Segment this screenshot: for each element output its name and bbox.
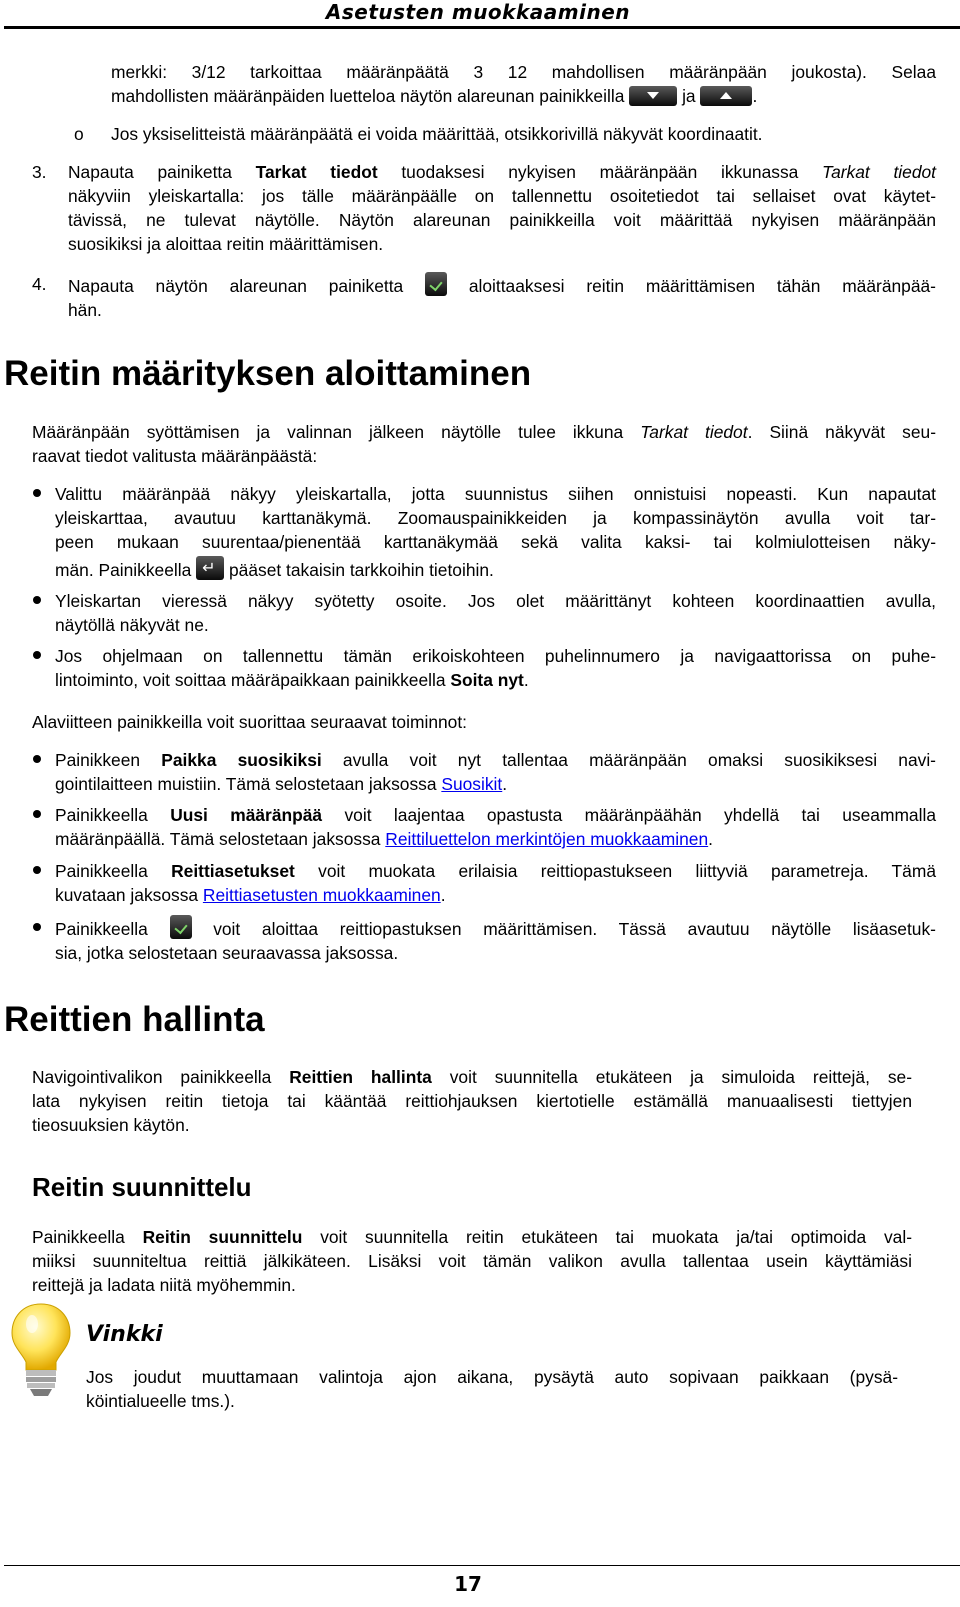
step-4-line-2: hän. xyxy=(68,300,102,320)
start-navigation-button-icon xyxy=(425,272,447,296)
bullet-2-line-1: Yleiskartan vieressä näkyy syötetty osoite. Jos olet määrittänyt kohteen koordinaattien avulla, xyxy=(55,591,936,611)
heading-reitin-suunnittelu: Reitin suunnittelu xyxy=(32,1172,252,1202)
option-1-text xyxy=(55,748,936,796)
bullet-1-line-3: peen mukaan suurentaa/pienentää karttanäkymää sekä valita kaksi- tai kolmiulotteisen näky- xyxy=(55,532,936,552)
section-2-line-1: Navigointivalikon painikkeella Reittien hallinta voit suunnitella etukäteen ja simuloida reittejä, se- xyxy=(32,1067,913,1087)
section-3-line-1: Painikkeella Reitin suunnittelu voit suunnitella reitin etukäteen tai muokata ja/tai optimoida val- xyxy=(32,1227,912,1247)
alaviite-intro: Alaviitteen painikkeilla voit suorittaa seuraavat toiminnot: xyxy=(32,712,467,732)
option-3-text xyxy=(55,859,936,907)
step-4-text xyxy=(68,272,936,322)
sub-bullet-text: Jos yksiselitteistä määränpäätä ei voida määrittää, otsikkorivillä näkyvät koordinaatit. xyxy=(111,124,763,144)
header-rule xyxy=(4,26,960,29)
top-line-2-period: . xyxy=(752,86,758,106)
section-1-intro-line-2: raavat tiedot valitusta määränpäästä: xyxy=(32,446,318,466)
bullet-dot xyxy=(33,755,41,763)
link-reittiluettelon-merkintojen-muokkaaminen[interactable]: Reittiluettelon merkintöjen muokkaaminen xyxy=(385,829,709,849)
bullet-1-line-2: yleiskarttaa, avautuu karttanäkymä. Zoomauspainikkeiden ja kompassinäytön avulla voit tar- xyxy=(55,508,936,528)
arrow-down-button-icon xyxy=(629,86,677,106)
bullet-3-line-2: lintoiminto, voit soittaa määräpaikkaan painikkeella Soita nyt. xyxy=(55,670,529,690)
bullet-dot xyxy=(33,489,41,497)
option-2-line-1: Painikkeella Uusi määränpää voit laajentaa opastusta määränpäähän yhdellä tai useammalla xyxy=(55,805,937,825)
arrow-up-button-icon xyxy=(700,86,752,106)
bullet-dot xyxy=(33,866,41,874)
step-3-number: 3. xyxy=(32,162,47,182)
bullet-dot xyxy=(33,651,41,659)
option-4-line-1: Painikkeella voit aloittaa reittiopastuksen määrittämisen. Tässä avautuu näytölle lisäasetuk- xyxy=(55,915,936,941)
bullet-1-line-1: Valittu määränpää näkyy yleiskartalla, jotta suunnistus siihen onnistuisi nopeasti. Kun napautat xyxy=(55,484,936,504)
option-4-text xyxy=(55,915,936,965)
step-4-number: 4. xyxy=(32,274,47,294)
sub-bullet-marker: o xyxy=(74,124,84,144)
footer-rule xyxy=(4,1565,960,1566)
back-button-icon xyxy=(196,556,224,580)
bullet-dot xyxy=(33,810,41,818)
heading-reittien-hallinta: Reittien hallinta xyxy=(4,1000,265,1039)
step-3-text xyxy=(68,160,936,256)
option-3-line-1: Painikkeella Reittiasetukset voit muokata erilaisia reittiopastukseen liittyviä parametreja. Tämä xyxy=(55,861,937,881)
step-4-line-1: Napauta näytön alareunan painiketta aloittaaksesi reitin määrittämisen tähän määränpää- xyxy=(68,272,936,298)
option-2-line-2: määränpäällä. Tämä selostetaan jaksossa Reittiluettelon merkintöjen muokkaaminen. xyxy=(55,829,713,849)
bullet-1-line-4: män. Painikkeella ↵ pääset takaisin tarkkoihin tietoihin. xyxy=(55,556,936,582)
option-3-line-2: kuvataan jaksossa Reittiasetusten muokkaaminen. xyxy=(55,885,446,905)
header-title: Asetusten muokkaaminen xyxy=(325,0,630,24)
bullet-1-text xyxy=(55,482,936,582)
section-3-text xyxy=(32,1225,912,1297)
bullet-3-text xyxy=(55,644,936,692)
bullet-2-line-2: näytöllä näkyvät ne. xyxy=(55,615,209,635)
link-suosikit[interactable]: Suosikit xyxy=(441,774,503,794)
bullet-3-line-1: Jos ohjelmaan on tallennettu tämän erikoiskohteen puhelinnumero ja navigaattorissa on puhe- xyxy=(55,646,936,666)
step-3-line-3: tävissä, ne tulevat näytölle. Näytön alareunan painikkeilla voit määrittää nykyisen määränpään xyxy=(68,210,936,230)
option-4-line-2: sia, jotka selostetaan seuraavassa jaksossa. xyxy=(55,943,399,963)
section-2-line-3: tieosuuksien käytön. xyxy=(32,1115,190,1135)
page-number: 17 xyxy=(454,1572,482,1596)
tip-line-2: köintialueelle tms.). xyxy=(86,1391,235,1411)
section-1-intro-line-1: Määränpään syöttämisen ja valinnan jälkeen näytölle tulee ikkuna Tarkat tiedot. Siinä näkyvät seu- xyxy=(32,422,937,442)
bullet-dot xyxy=(33,596,41,604)
top-line-2-and: ja xyxy=(682,86,696,106)
top-line-2 xyxy=(111,84,936,108)
option-1-line-2: gointilaitteen muistiin. Tämä selostetaan jaksossa Suosikit. xyxy=(55,774,508,794)
tip-line-1: Jos joudut muuttamaan valintoja ajon aikana, pysäytä auto sopivaan paikkaan (pysä- xyxy=(86,1367,898,1387)
option-2-text xyxy=(55,803,936,851)
section-1-intro xyxy=(32,420,936,468)
section-3-line-3: reittejä ja ladata niitä myöhemmin. xyxy=(32,1275,296,1295)
bullet-2-text xyxy=(55,589,936,637)
top-line-2-text: mahdollisten määränpäiden luetteloa näytön alareunan painikkeilla xyxy=(111,86,625,106)
bullet-dot xyxy=(33,923,41,931)
section-2-line-2: lata nykyisen reitin tietoja tai kääntää reittiohjauksen kiertotielle estämällä manuaalisesti tiettyjen xyxy=(32,1091,912,1111)
section-3-line-2: miiksi suunniteltua reittiä jälkikäteen. Lisäksi voit tämän valikon avulla tallentaa usein käyttämiäsi xyxy=(32,1251,912,1271)
step-3-line-2: näkyviin yleiskartalla: jos tälle määränpäälle on tallennettu osoitetiedot tai sellaiset ovat käytet- xyxy=(68,186,936,206)
heading-reitin-maarityksen-aloittaminen: Reitin määrityksen aloittaminen xyxy=(4,354,532,393)
option-1-line-1: Painikkeen Paikka suosikiksi avulla voit nyt tallentaa määränpään omaksi suosikiksesi navi- xyxy=(55,750,936,770)
top-line-1: merkki: 3/12 tarkoittaa määränpäätä 3 12 mahdollisen määränpään joukosta). Selaa xyxy=(111,62,936,82)
section-2-text xyxy=(32,1065,912,1137)
start-navigation-button-icon xyxy=(170,915,192,939)
top-paragraph xyxy=(111,60,936,108)
link-reittiasetusten-muokkaaminen[interactable]: Reittiasetusten muokkaaminen xyxy=(202,885,441,905)
step-3-line-1: Napauta painiketta Tarkat tiedot tuodaksesi nykyisen määränpään ikkunassa Tarkat tiedot xyxy=(68,162,937,182)
tip-title: Vinkki xyxy=(86,1322,163,1347)
lightbulb-icon xyxy=(8,1300,74,1400)
step-3-line-4: suosikiksi ja aloittaa reitin määrittämisen. xyxy=(68,234,384,254)
tip-text xyxy=(86,1365,898,1413)
page-header xyxy=(0,0,960,28)
